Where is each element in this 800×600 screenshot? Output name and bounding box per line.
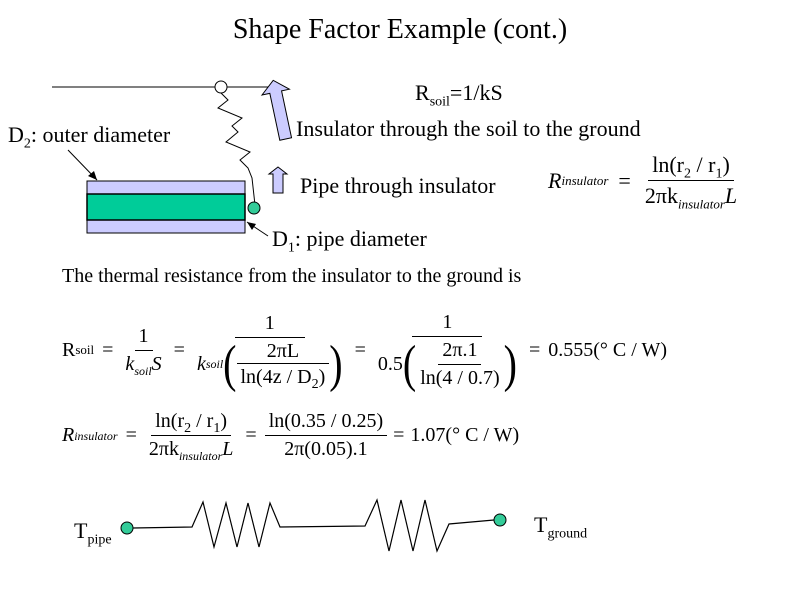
ground-node [215, 81, 227, 93]
circuit-resistors [133, 500, 494, 551]
pipe-insulator-text: Pipe through insulator [300, 173, 496, 198]
t-ground-node [494, 514, 506, 526]
up-arrow-icon [269, 167, 287, 193]
t-pipe-node [121, 522, 133, 534]
rsoil-definition: $R_{soil}=1/kS$ [415, 80, 503, 110]
d2-label: $D_2$: outer diameter [8, 122, 171, 152]
thermal-resistance-text: The thermal resistance from the insulator to the ground is [62, 265, 522, 287]
insulator-equation-top: R insulator = $\frac{\ln(r_2 / r_1)}{2\pi k_{insulator}L}$ [548, 152, 738, 212]
pipe-node [248, 202, 260, 214]
insulator-equation: R insulator = $\frac{\ln(r_2 / r_1)}{2\pi k_{insulator}L}$ = $\frac{\ln(0.35 / 0.25)}{2\pi(0.05).1}$ = 1.07(° C / W) [62, 410, 520, 463]
insulator-soil-text: Insulator through the soil to the ground [296, 116, 641, 141]
soil-equation: R soil = $\frac{1}{k_{soil}S}$ = 1 k soil ( $\frac{2\pi L}{\ln(4z / D_2)}$ ) = 1 0.5 ( $\frac{2\pi.1}{\ln(4 / 0.7)}$ ) = 0.555(° C / W) [62, 310, 667, 393]
t-pipe-label: $T_{pipe}$ [74, 518, 112, 548]
t-ground-label: $T_{ground}$ [534, 512, 588, 542]
pipe-core [87, 194, 245, 220]
d1-label: $D_1$: pipe diameter [272, 226, 427, 256]
page-title: Shape Factor Example (cont.) [232, 14, 568, 45]
